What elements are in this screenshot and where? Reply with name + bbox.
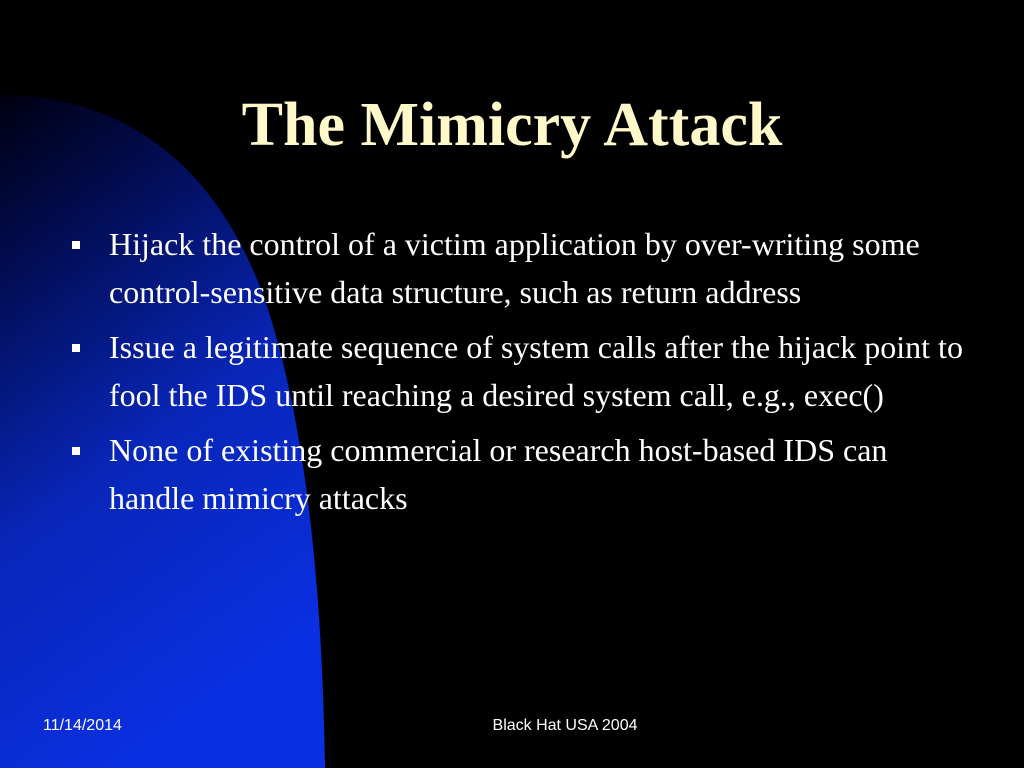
bullet-item: [70, 323, 970, 419]
bullet-text: Hijack the control of a victim application by over-writing some control-sensitive data structure, such as return address: [109, 226, 920, 310]
square-bullet-icon: [72, 241, 80, 249]
bullet-text: Issue a legitimate sequence of system calls after the hijack point to fool the IDS until reaching a desired system call, e.g., exec(): [109, 329, 963, 413]
footer-date: 11/14/2014: [43, 717, 122, 734]
bullet-item: [70, 426, 970, 522]
bullet-item: [70, 220, 970, 316]
bullet-list: [70, 220, 970, 529]
slide-title: The Mimicry Attack: [241, 91, 783, 159]
footer-event: Black Hat USA 2004: [492, 717, 638, 734]
bullet-text: None of existing commercial or research host-based IDS can handle mimicry attacks: [109, 432, 888, 516]
square-bullet-icon: [72, 447, 80, 455]
square-bullet-icon: [72, 344, 80, 352]
